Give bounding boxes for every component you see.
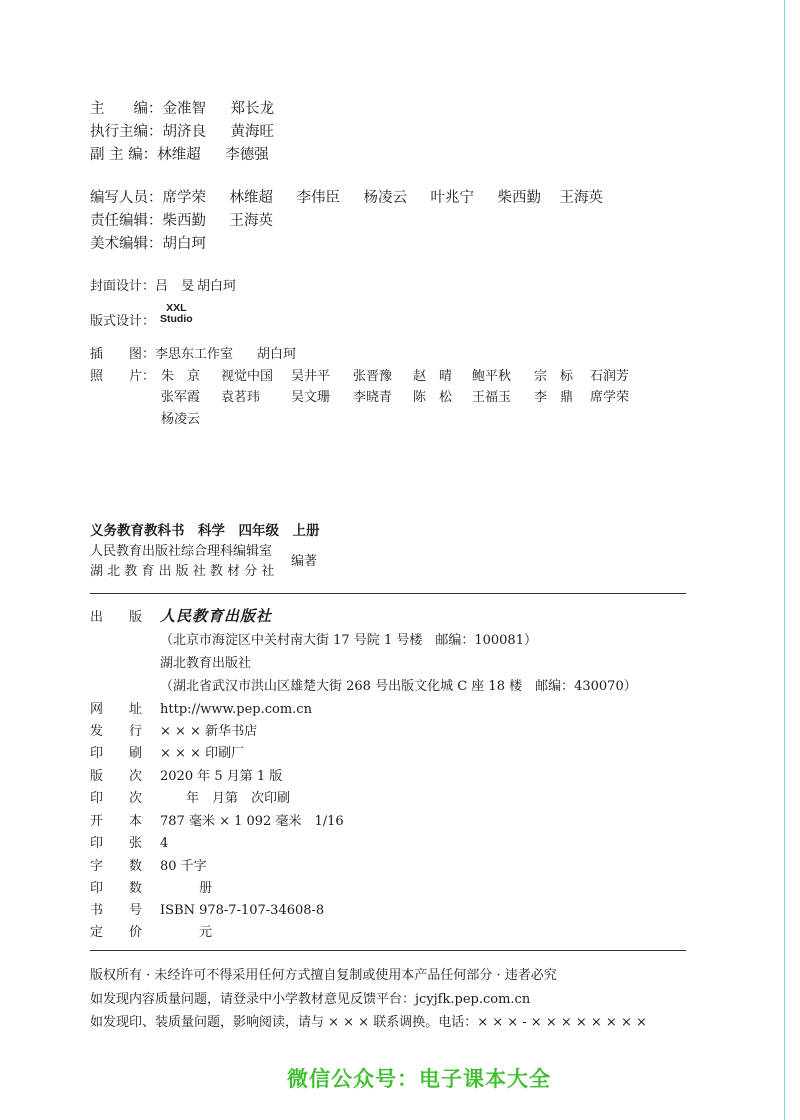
logo-line: XXL — [166, 302, 187, 314]
pub-label: 书 号 — [90, 903, 143, 918]
pub-label: 网 址 — [90, 702, 143, 717]
illustration-name: 李思东工作室 — [155, 347, 234, 362]
editor-label: 主 编： — [90, 101, 163, 117]
watermark: 微信公众号：电子课本大全 — [287, 1067, 551, 1091]
pub-row-printer — [90, 742, 244, 761]
staff-label: 责任编辑： — [90, 213, 163, 229]
staff-name: 席学荣 — [162, 190, 206, 206]
pub-row-printing — [90, 787, 290, 806]
pub-label: 开 本 — [90, 814, 143, 829]
feedback-notice: 如发现内容质量问题，请登录中小学教材意见反馈平台：jcyjfk.pep.com.cn — [90, 992, 531, 1007]
pub-row-price — [90, 921, 212, 940]
staff-name: 王海英 — [559, 190, 603, 206]
cover-design-name: 胡白珂 — [197, 279, 237, 294]
pub-label: 印 刷 — [90, 746, 143, 761]
book-author-line: 人民教育出版社综合理科编辑室 — [90, 544, 273, 559]
editor-row — [90, 97, 274, 118]
editor-name: 李德强 — [225, 147, 269, 163]
staff-name: 杨凌云 — [363, 190, 407, 206]
pub-value: 4 — [160, 836, 169, 851]
editor-row — [90, 120, 274, 141]
editor-name: 郑长龙 — [230, 101, 274, 117]
pub-label: 印 张 — [90, 836, 143, 851]
photo-credit: 陈 松 — [413, 390, 453, 405]
staff-row-art — [90, 232, 206, 253]
pub-value: 元 — [160, 925, 213, 940]
pub-row-format — [90, 810, 344, 829]
photo-credit: 视觉中国 — [221, 369, 274, 384]
photo-row — [161, 365, 629, 384]
divider — [90, 950, 686, 951]
editor-label: 副 主 编： — [90, 147, 158, 163]
pub-label: 字 数 — [90, 859, 143, 874]
pub-label: 印 数 — [90, 881, 143, 896]
publisher-row — [90, 605, 272, 626]
illustration-label: 插 图： — [90, 347, 156, 362]
book-title: 义务教育教科书 科学 四年级 上册 — [90, 523, 320, 539]
publisher-signature: 人民教育出版社 — [160, 607, 273, 625]
pub-label: 发 行 — [90, 724, 143, 739]
photo-row — [161, 386, 629, 405]
photo-credit: 鲍平秋 — [472, 369, 512, 384]
pub-row-website — [90, 698, 312, 717]
staff-label: 美术编辑： — [90, 236, 163, 252]
page-edge-line — [784, 0, 785, 1120]
layout-design-label: 版式设计： — [90, 314, 156, 329]
staff-name: 胡白珂 — [162, 236, 206, 252]
editor-name: 黄海旺 — [230, 124, 274, 140]
photo-credit: 石润芳 — [590, 369, 630, 384]
photo-credit: 吴井平 — [291, 369, 331, 384]
staff-label: 编写人员： — [90, 190, 163, 206]
pub-label: 定 价 — [90, 925, 143, 940]
logo-line: Studio — [160, 313, 193, 325]
cover-design-row — [90, 275, 236, 294]
pub-label: 版 次 — [90, 769, 143, 784]
pub-value: 2020 年 5 月第 1 版 — [160, 769, 283, 784]
pub-value: 册 — [160, 881, 213, 896]
book-author-suffix: 编著 — [291, 554, 318, 569]
staff-row-writers — [90, 186, 603, 207]
staff-name: 王海英 — [229, 213, 273, 229]
photo-credit: 李晓青 — [353, 390, 393, 405]
pub-value: 787 毫米 × 1 092 毫米 1/16 — [160, 814, 344, 829]
photo-credit: 赵 晴 — [413, 369, 453, 384]
photo-credit: 席学荣 — [590, 390, 630, 405]
photo-credit: 宗 标 — [534, 369, 574, 384]
divider — [90, 593, 686, 594]
staff-row-editor — [90, 209, 273, 230]
photo-credit: 王福玉 — [472, 390, 512, 405]
pub-row-copies — [90, 877, 212, 896]
pub-value: ISBN 978-7-107-34608-8 — [160, 903, 325, 918]
publisher-address: （北京市海淀区中关村南大街 17 号院 1 号楼 邮编：100081） — [160, 633, 537, 648]
staff-name: 叶兆宁 — [430, 190, 474, 206]
pub-value: 年 月第 次印刷 — [160, 791, 291, 806]
pub-value: 80 千字 — [160, 859, 207, 874]
book-author-line: 湖 北 教 育 出 版 社 教 材 分 社 — [90, 564, 275, 579]
cover-design-name: 吕 旻 — [155, 279, 195, 294]
pub-row-distribution — [90, 720, 257, 739]
editor-row — [90, 143, 269, 164]
photo-credit: 张晋豫 — [353, 369, 393, 384]
copyright-notice: 版权所有 · 未经许可不得采用任何方式擅自复制或使用本产品任何部分 · 违者必究 — [90, 968, 557, 983]
editor-name: 胡济良 — [162, 124, 206, 140]
staff-name: 柴西勤 — [497, 190, 541, 206]
pub-row-wordcount — [90, 855, 207, 874]
editor-name: 林维超 — [157, 147, 201, 163]
replacement-notice: 如发现印、装质量问题，影响阅读，请与 × × × 联系调换。电话：× × × - × × × × × × × × — [90, 1015, 647, 1030]
illustration-row — [90, 343, 296, 362]
photo-credit: 李 鼎 — [534, 390, 574, 405]
publisher-label: 出 版 — [90, 610, 143, 625]
photo-label: 照 片： — [90, 369, 156, 384]
photo-credit: 朱 京 — [161, 369, 201, 384]
pub-row-sheets — [90, 832, 168, 851]
editor-label: 执行主编： — [90, 124, 163, 140]
photo-row — [161, 408, 200, 427]
pub-row-isbn — [90, 899, 324, 918]
pub-value: × × × 印刷厂 — [160, 746, 245, 761]
staff-name: 柴西勤 — [162, 213, 206, 229]
pub-label: 印 次 — [90, 791, 143, 806]
staff-name: 李伟臣 — [296, 190, 340, 206]
illustration-name: 胡白珂 — [257, 347, 297, 362]
pub-row-edition — [90, 765, 282, 784]
staff-name: 林维超 — [229, 190, 273, 206]
photo-credit: 杨凌云 — [161, 412, 201, 427]
cover-design-label: 封面设计： — [90, 279, 156, 294]
editor-name: 金准智 — [162, 101, 206, 117]
pub-value: × × × 新华书店 — [160, 724, 258, 739]
photo-credit: 吴文珊 — [291, 390, 331, 405]
pub-value: http://www.pep.com.cn — [160, 702, 312, 717]
photo-credit: 张军霞 — [161, 390, 201, 405]
xxl-studio-logo — [160, 303, 193, 325]
publisher-name: 湖北教育出版社 — [160, 656, 252, 671]
photo-credit: 袁茗玮 — [221, 390, 261, 405]
publisher-address: （湖北省武汉市洪山区雄楚大街 268 号出版文化城 C 座 18 楼 邮编：430070） — [160, 679, 637, 694]
